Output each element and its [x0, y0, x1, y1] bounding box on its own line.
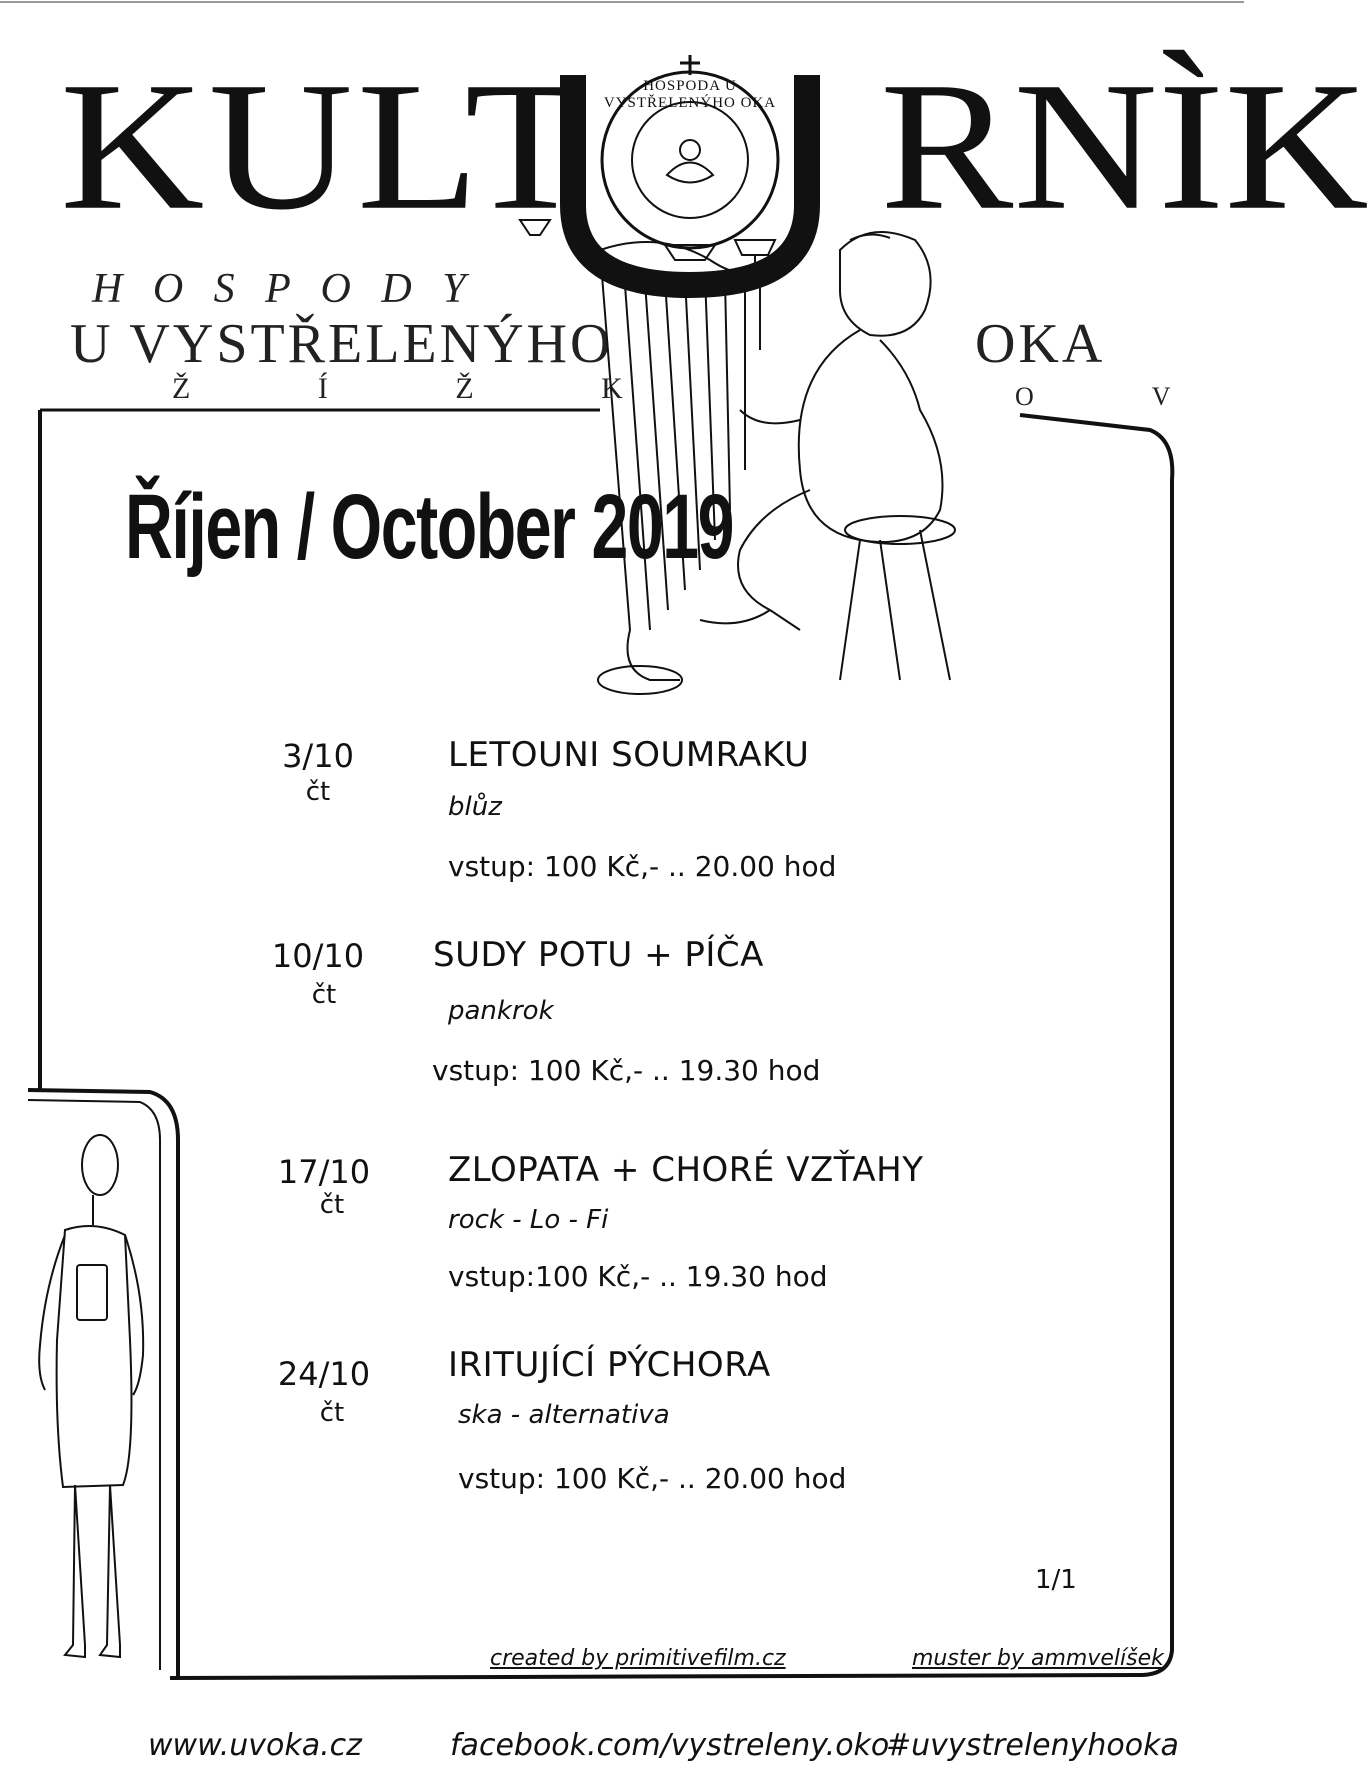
page-number: 1/1 — [1035, 1565, 1077, 1595]
event-genre: ska - alternativa — [458, 1400, 670, 1430]
standing-figure-illustration — [25, 1125, 155, 1670]
event-date: 24/10 — [277, 1355, 371, 1393]
event-band: IRITUJÍCÍ PÝCHORA — [448, 1345, 771, 1385]
event-day: čt — [311, 980, 337, 1010]
event-day: čt — [319, 1398, 345, 1428]
event-entry: vstup: 100 Kč,- .. 19.30 hod — [432, 1054, 821, 1087]
harp-player-illustration — [540, 210, 1020, 700]
subtitle-row-3-left: Ž Í Ž K — [172, 372, 683, 405]
event-date: 10/10 — [271, 937, 365, 975]
event-genre: blůz — [448, 792, 502, 822]
event-genre: rock - Lo - Fi — [448, 1205, 609, 1235]
credit-created: created by primitivefilm.cz — [490, 1646, 786, 1671]
subtitle-row-2-left: U VYSTŘELENÝHO — [70, 313, 614, 375]
logo-left: KULT — [60, 44, 591, 249]
event-date: 3/10 — [282, 737, 354, 775]
event-entry: vstup: 100 Kč,- .. 20.00 hod — [448, 850, 837, 883]
event-band: LETOUNI SOUMRAKU — [448, 735, 810, 775]
footer-facebook: facebook.com/vystreleny.oko — [450, 1728, 890, 1763]
event-entry: vstup:100 Kč,- .. 19.30 hod — [448, 1260, 828, 1293]
event-day: čt — [319, 1190, 345, 1220]
footer-hashtag: #uvystrelenyhooka — [886, 1728, 1179, 1763]
event-date: 17/10 — [277, 1153, 371, 1191]
logo-right: RNÌK — [880, 44, 1369, 249]
subtitle-row-2-right: OKA — [975, 313, 1106, 375]
month-title: Říjen / October 2019 — [125, 476, 734, 578]
event-band: SUDY POTU + PÍČA — [433, 935, 764, 975]
footer-website: www.uvoka.cz — [148, 1728, 362, 1763]
credit-muster: muster by ammvelíšek — [912, 1646, 1164, 1671]
stamp-text: HOSPODA U VYSTŘELENÝHO OKA — [603, 78, 777, 111]
event-band: ZLOPATA + CHORÉ VZŤAHY — [448, 1150, 924, 1190]
subtitle-row-3-right: O V — [1015, 382, 1227, 411]
event-entry: vstup: 100 Kč,- .. 20.00 hod — [458, 1462, 847, 1495]
event-day: čt — [305, 777, 331, 807]
event-genre: pankrok — [448, 996, 554, 1026]
subtitle-row-1: H O S P O D Y — [92, 266, 476, 312]
